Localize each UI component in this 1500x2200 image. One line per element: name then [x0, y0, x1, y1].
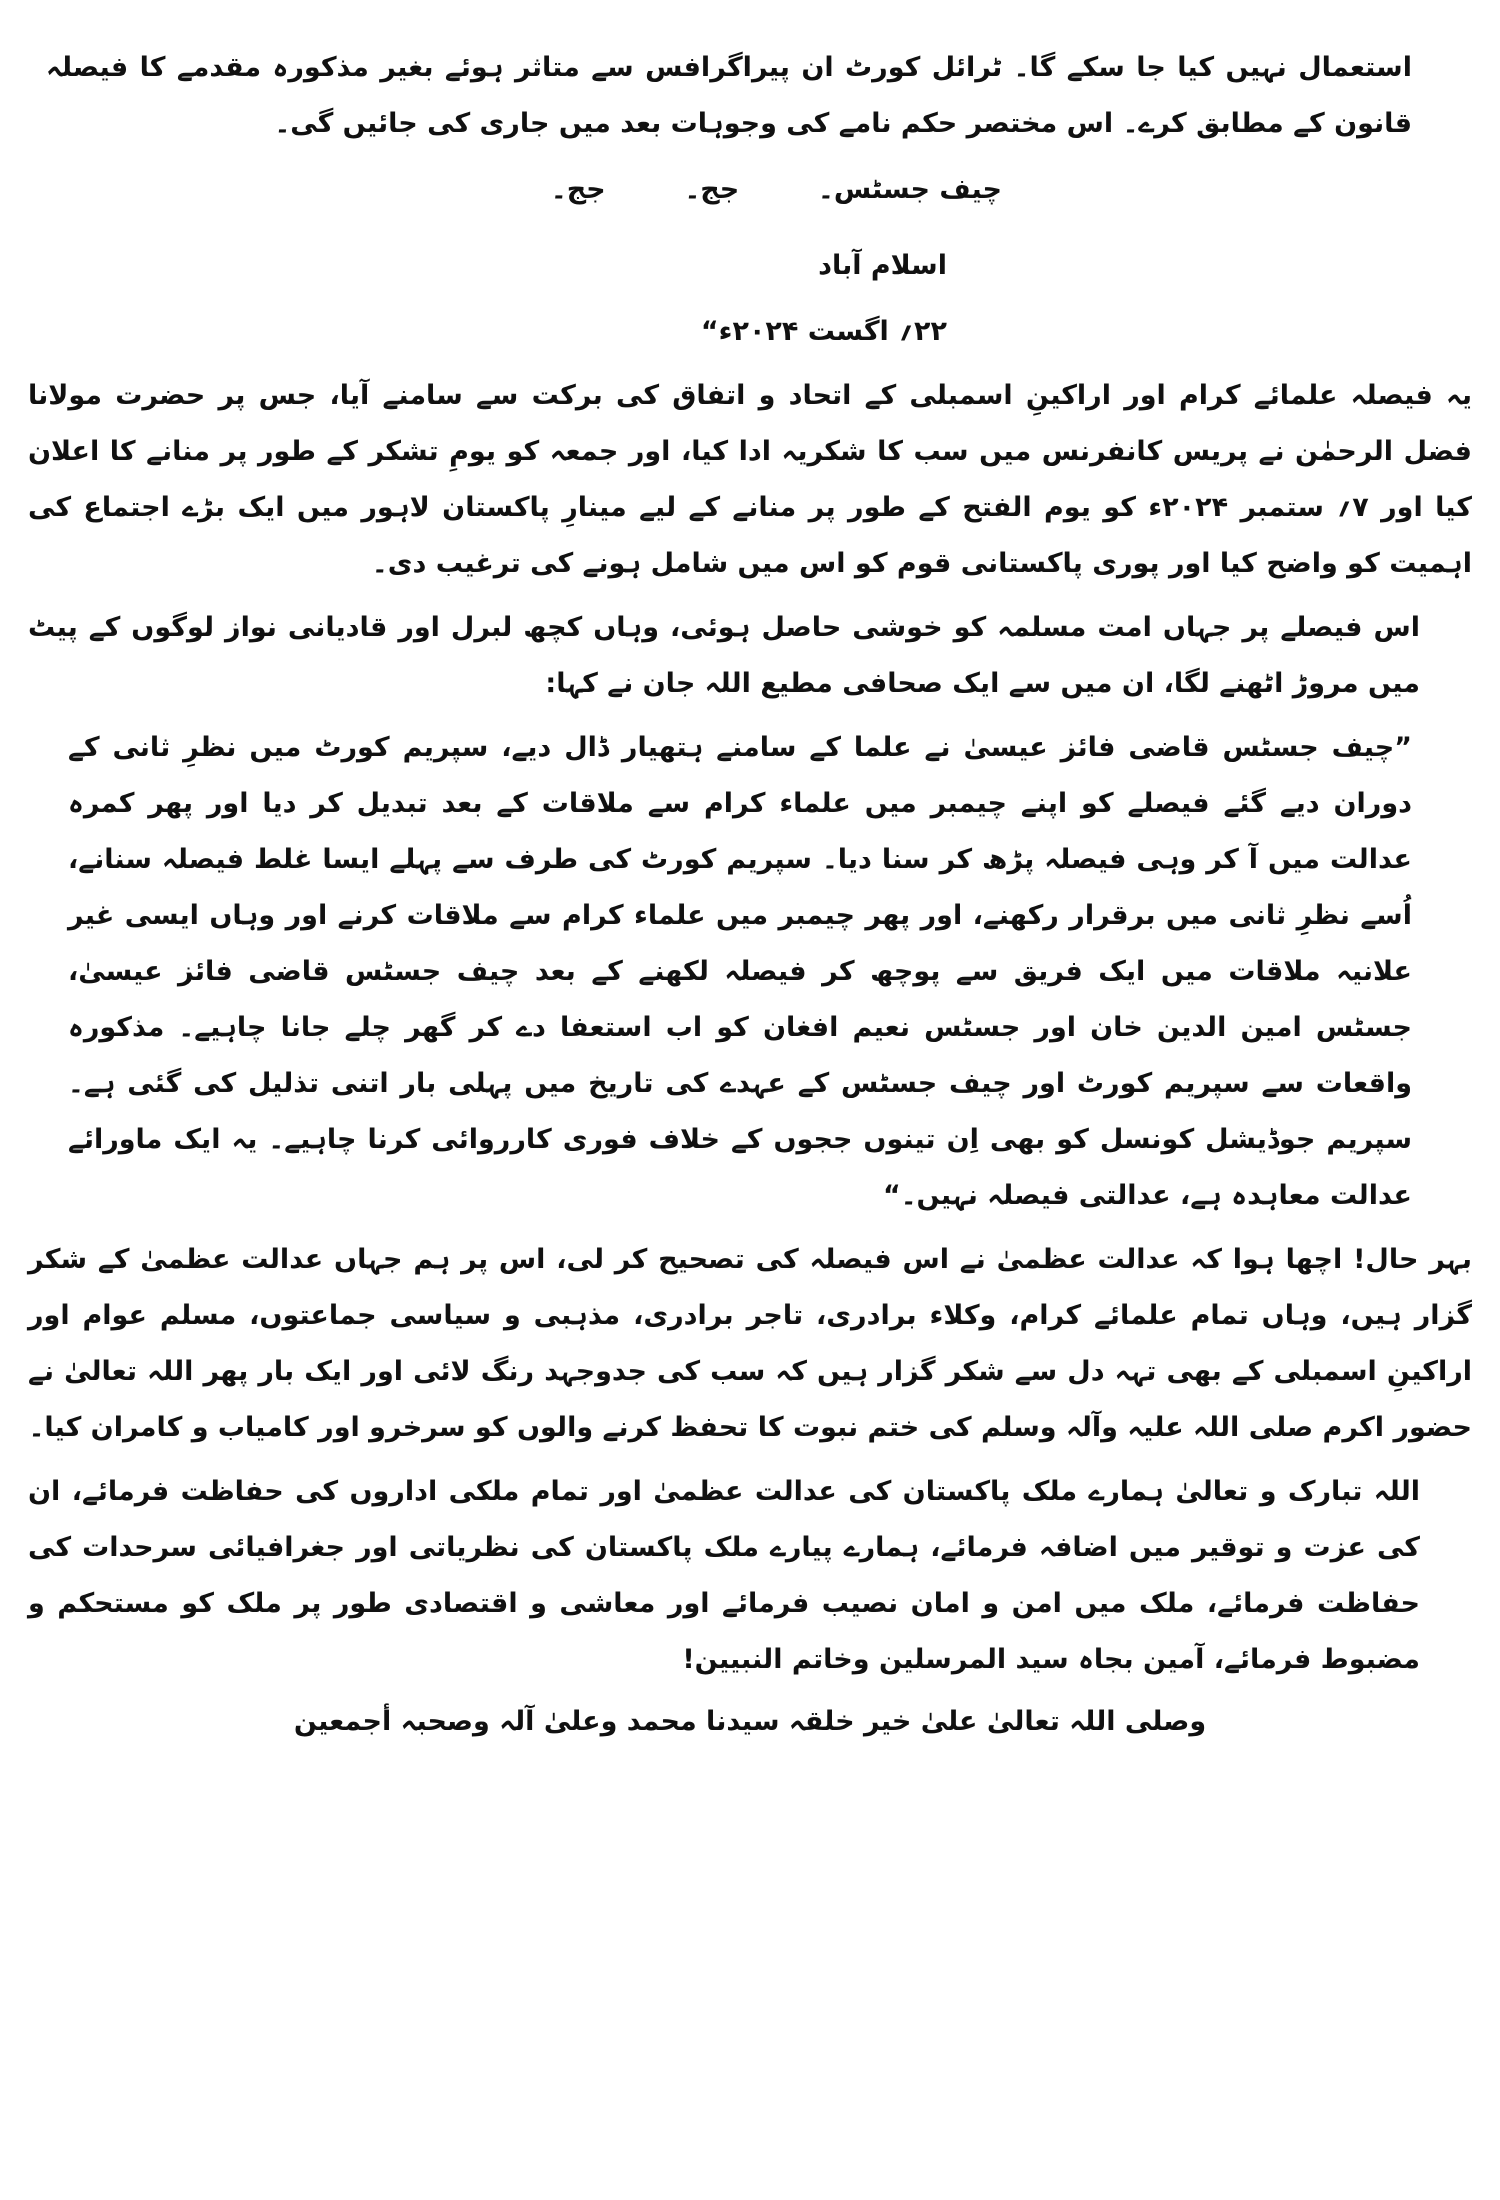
judge-signature-1: جج۔ — [684, 174, 740, 205]
intro-paragraph: استعمال نہیں کیا جا سکے گا۔ ٹرائل کورٹ ان پیراگرافس سے متاثر ہوئے بغیر مذکورہ مقدمے کا فیصلہ قانون کے مطابق کرے۔ اس مختصر حکم نامے کی وجوہات بعد میں جاری کی جائیں گی۔ — [46, 52, 1412, 139]
closing-salutation: وصلی اللہ تعالیٰ علیٰ خیر خلقہ سیدنا محمد وعلیٰ آلہ وصحبہ أجمعین — [293, 1706, 1207, 1737]
order-date: ۲۲؍ اگست ۲۰۲۴ء“ — [700, 316, 947, 347]
paragraph-reaction: اس فیصلے پر جہاں امت مسلمہ کو خوشی حاصل ہوئی، وہاں کچھ لبرل اور قادیانی نواز لوگوں کے پیٹ میں مروڑ اٹھنے لگا، ان میں سے ایک صحافی مطیع اللہ جان نے کہا: — [28, 612, 1420, 699]
chief-justice-signature: چیف جسٹس۔ — [818, 174, 1002, 205]
paragraph-prayer: اللہ تبارک و تعالیٰ ہمارے ملک پاکستان کی عدالت عظمیٰ اور تمام ملکی اداروں کی حفاظت فرمائے، ان کی عزت و توقیر میں اضافہ فرمائے، ہمارے پیارے ملک پاکستان کی نظریاتی اور جغرافیائی سرحدات کی حفاظت فرمائے، ملک میں امن و امان نصیب فرمائے اور معاشی و اقتصادی طور پر ملک کو مستحکم و مضبوط فرمائے، آمین بجاہ سید المرسلین وخاتم النبیین! — [28, 1476, 1420, 1675]
paragraph-agreement: یہ فیصلہ علمائے کرام اور اراکینِ اسمبلی کے اتحاد و اتفاق کی برکت سے سامنے آیا، جس پر حضرت مولانا فضل الرحمٰن نے پریس کانفرنس میں سب کا شکریہ ادا کیا، اور جمعہ کو یومِ تشکر کے طور پر منانے کا اعلان کیا اور ۷؍ ستمبر ۲۰۲۴ء کو یوم الفتح کے طور پر منانے کے لیے مینارِ پاکستان لاہور میں ایک بڑے اجتماع کی اہمیت کو واضح کیا اور پوری پاکستانی قوم کو اس میں شامل ہونے کی ترغیب دی۔ — [28, 380, 1472, 579]
place-of-order: اسلام آباد — [818, 250, 947, 281]
judge-signature-2: جج۔ — [550, 174, 606, 205]
journalist-quote: ”چیف جسٹس قاضی فائز عیسیٰ نے علما کے سامنے ہتھیار ڈال دیے، سپریم کورٹ میں نظرِ ثانی کے دوران دیے گئے فیصلے کو اپنے چیمبر میں علماء کرام سے ملاقات کے بعد تبدیل کر دیا اور پھر کمرہ عدالت میں آ کر وہی فیصلہ پڑھ کر سنا دیا۔ سپریم کورٹ کی طرف سے پہلے ایسا غلط فیصلہ سنانے، اُسے نظرِ ثانی میں برقرار رکھنے، اور پھر چیمبر میں علماء کرام سے ملاقات کرنے اور وہاں ایسی غیر علانیہ ملاقات میں ایک فریق سے پوچھ کر فیصلہ لکھنے کے بعد چیف جسٹس قاضی فائز عیسیٰ، جسٹس امین الدین خان اور جسٹس نعیم افغان کو اب استعفا دے کر گھر چلے جانا چاہیے۔ مذکورہ واقعات سے سپریم کورٹ اور چیف جسٹس کے عہدے کی تاریخ میں پہلی بار اتنی تذلیل کی گئی ہے۔ سپریم جوڈیشل کونسل کو بھی اِن تینوں ججوں کے خلاف فوری کارروائی کرنا چاہیے۔ یہ ایک ماورائے عدالت معاہدہ ہے، عدالتی فیصلہ نہیں۔“ — [68, 732, 1412, 1211]
signature-line — [28, 162, 1472, 218]
paragraph-gratitude: بہر حال! اچھا ہوا کہ عدالت عظمیٰ نے اس فیصلہ کی تصحیح کر لی، اس پر ہم جہاں عدالت عظمیٰ کے شکر گزار ہیں، وہاں تمام علمائے کرام، وکلاء برادری، تاجر برادری، مذہبی و سیاسی جماعتوں، مسلم عوام اور اراکینِ اسمبلی کے بھی تہہ دل سے شکر گزار ہیں کہ سب کی جدوجہد رنگ لائی اور ایک بار پھر اللہ تعالیٰ نے حضور اکرم صلی اللہ علیہ وآلہ وسلم کی ختم نبوت کا تحفظ کرنے والوں کو سرخرو اور کامیاب و کامران کیا۔ — [28, 1244, 1472, 1443]
